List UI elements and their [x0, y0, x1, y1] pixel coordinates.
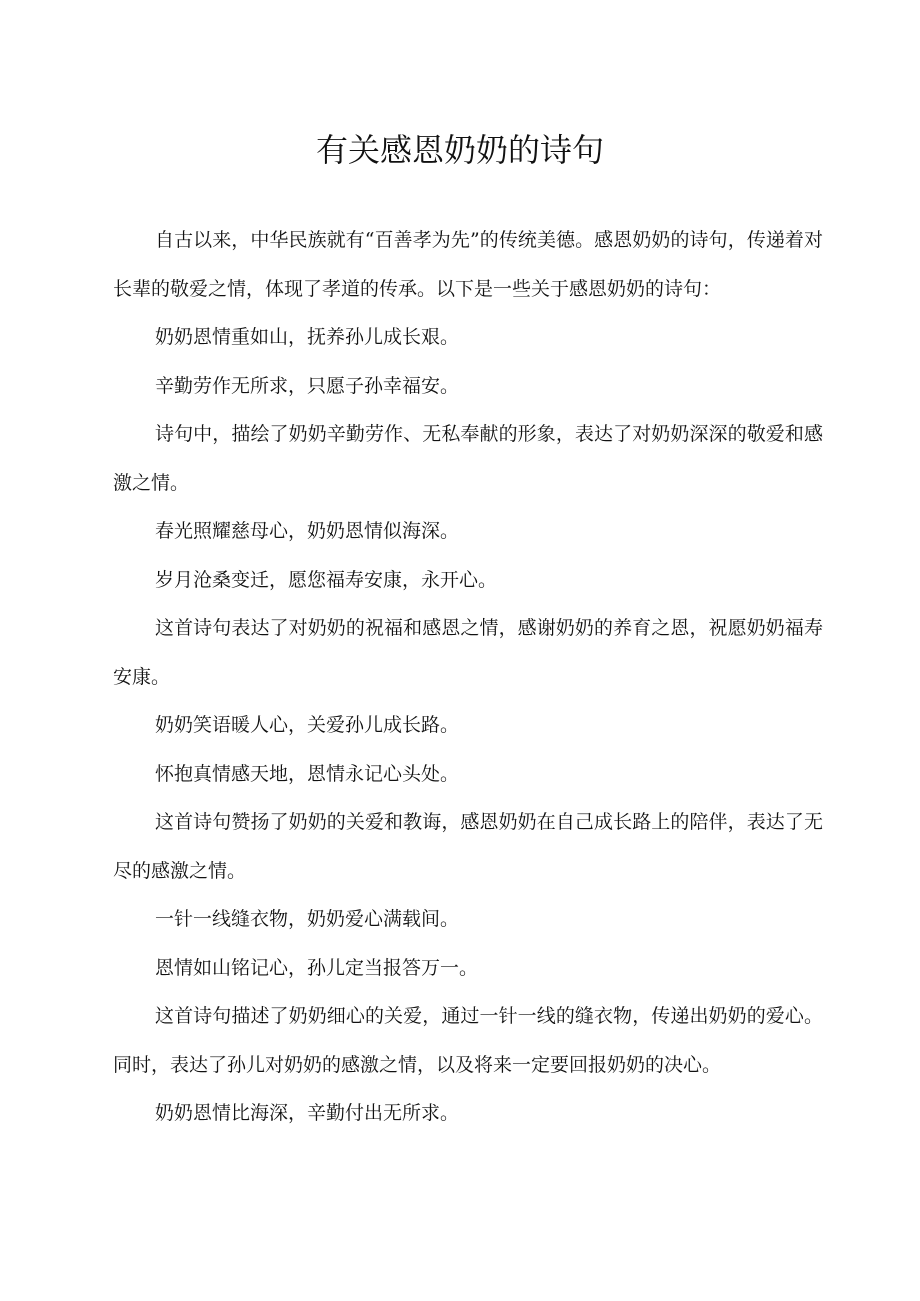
poem-line: 奶奶恩情重如山，抚养孙儿成长艰。 [155, 326, 460, 348]
document-body [113, 216, 823, 1138]
poem-line: 奶奶恩情比海深，辛勤付出无所求。 [155, 1102, 460, 1124]
poem-line: 春光照耀慈母心，奶奶恩情似海深。 [155, 520, 460, 542]
poem-line: 怀抱真情感天地，恩情永记心头处。 [155, 762, 460, 785]
poem-line: 恩情如山铭记心，孙儿定当报答万一。 [155, 956, 479, 979]
commentary-paragraph: 诗句中，描绘了奶奶辛勤劳作、无私奉献的形象，表达了对奶奶深深的敬爱和感激之情。 [113, 423, 823, 494]
document-title: 有关感恩奶奶的诗句 [315, 131, 604, 169]
poem-line: 奶奶笑语暖人心，关爱孙儿成长路。 [155, 714, 460, 736]
poem-line: 辛勤劳作无所求，只愿子孙幸福安。 [155, 374, 460, 397]
commentary-paragraph: 这首诗句描述了奶奶细心的关爱，通过一针一线的缝衣物，传递出奶奶的爱心。同时，表达了孙儿对奶奶的感激之情，以及将来一定要回报奶奶的决心。 [113, 1005, 823, 1076]
paragraph-intro: 自古以来，中华民族就有“百善孝为先”的传统美德。感恩奶奶的诗句，传递着对长辈的敬爱之情，体现了孝道的传承。以下是一些关于感恩奶奶的诗句： [113, 229, 823, 300]
poem-line: 一针一线缝衣物，奶奶爱心满载间。 [155, 908, 460, 930]
commentary-paragraph: 这首诗句赞扬了奶奶的关爱和教诲，感恩奶奶在自己成长路上的陪伴，表达了无尽的感激之情。 [113, 811, 823, 882]
poem-line: 岁月沧桑变迁，愿您福寿安康，永开心。 [155, 568, 498, 591]
commentary-paragraph: 这首诗句表达了对奶奶的祝福和感恩之情，感谢奶奶的养育之恩，祝愿奶奶福寿安康。 [113, 617, 823, 688]
